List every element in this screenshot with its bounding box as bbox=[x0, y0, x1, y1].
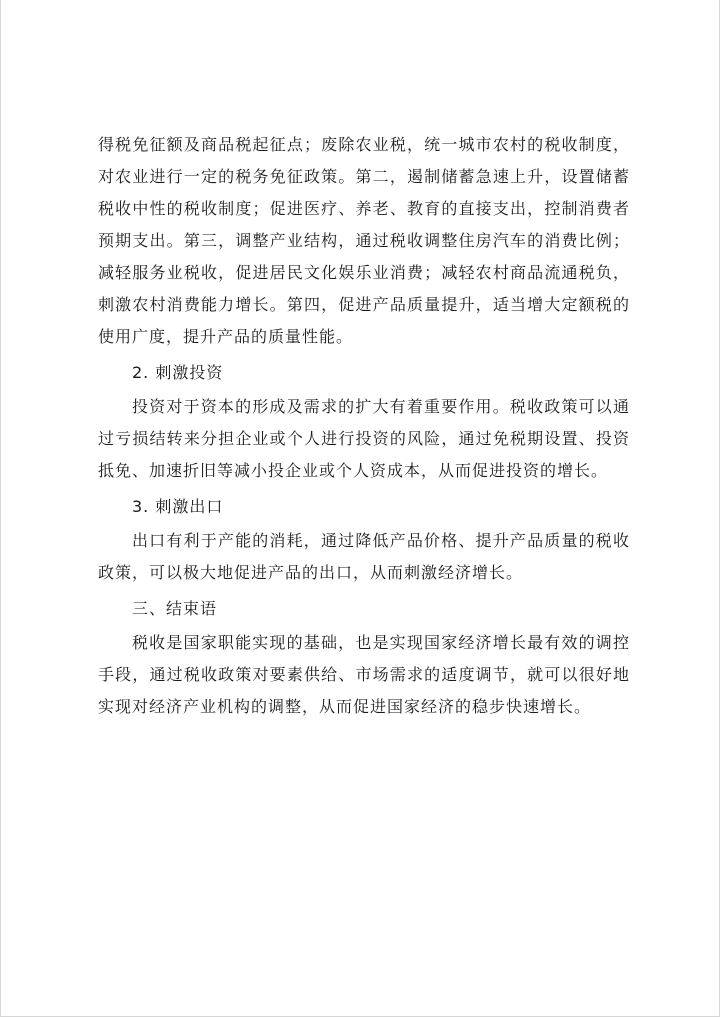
heading-stimulate-investment: 2. 刺激投资 bbox=[132, 363, 224, 382]
paragraph-export: 出口有利于产能的消耗，通过降低产品价格、提升产品质量的税收政策，可以极大地促进产品的出口，从而刺激经济增长。 bbox=[98, 531, 630, 582]
heading-stimulate-export: 3. 刺激出口 bbox=[132, 497, 224, 516]
paragraph-investment: 投资对于资本的形成及需求的扩大有着重要作用。税收政策可以通过亏损结转来分担企业或个人进行投资的风险，通过免税期设置、投资抵免、加速折旧等减小投企业或个人资成本，从而促进投资的增长。 bbox=[98, 397, 630, 480]
paragraph-conclusion: 税收是国家职能实现的基础，也是实现国家经济增长最有效的调控手段，通过税收政策对要素供给、市场需求的适度调节，就可以很好地实现对经济产业机构的调整，从而促进国家经济的稳步快速增长。 bbox=[98, 633, 630, 716]
document-body bbox=[98, 129, 630, 723]
heading-conclusion: 三、结束语 bbox=[132, 599, 218, 618]
paragraph-tax-measures: 得税免征额及商品税起征点；废除农业税，统一城市农村的税收制度，对农业进行一定的税务免征政策。第二，遏制储蓄急速上升，设置储蓄税收中性的税收制度；促进医疗、养老、教育的直接支出，控制消费者预期支出。第三，调整产业结构，通过税收调整住房汽车的消费比例；减轻服务业税收，促进居民文化娱乐业消费；减轻农村商品流通税负，刺激农村消费能力增长。第四，促进产品质量提升，适当增大定额税的使用广度，提升产品的质量性能。 bbox=[98, 135, 630, 346]
